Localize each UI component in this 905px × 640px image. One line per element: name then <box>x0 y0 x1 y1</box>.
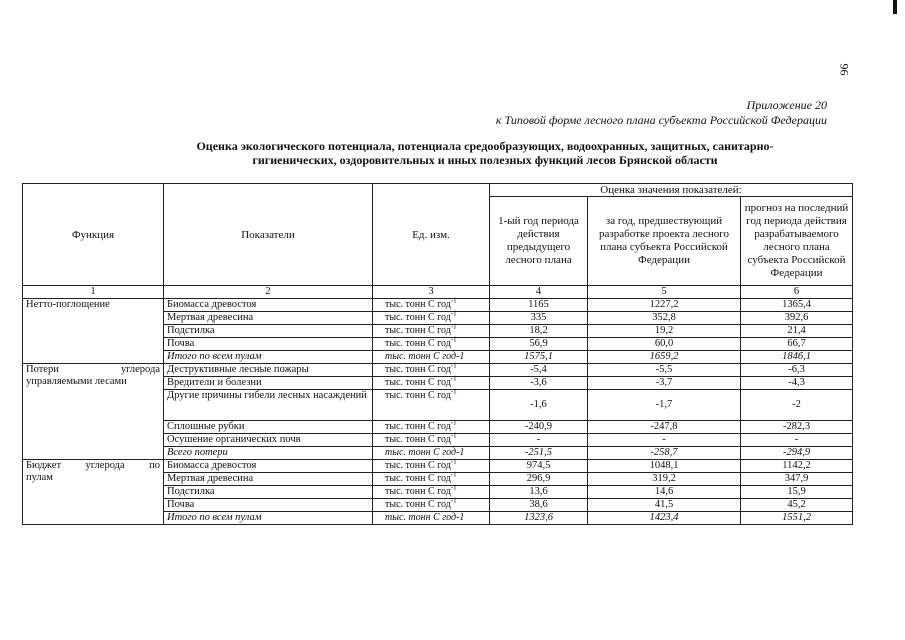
unit-cell: тыс. тонн С год$^{-1}$ <box>373 473 490 486</box>
indicator-cell: Биомасса древостоя <box>164 299 373 312</box>
table-row <box>23 460 853 473</box>
title-line-2: гигиенических, оздоровительных и иных полезных функций лесов Брянской области <box>252 153 718 167</box>
value-cell: -5,5 <box>588 364 741 377</box>
unit-cell: тыс. тонн С год$^{-1}$ <box>373 390 490 421</box>
value-cell: 1142,2 <box>741 460 853 473</box>
value-cell: 319,2 <box>588 473 741 486</box>
value-cell: 66,7 <box>741 338 853 351</box>
column-number: 3 <box>373 286 490 299</box>
unit-cell: тыс. тонн С год$^{-1}$ <box>373 364 490 377</box>
appendix-note <box>496 98 827 128</box>
value-cell: 45,2 <box>741 499 853 512</box>
value-cell: 1365,4 <box>741 299 853 312</box>
header-function: Функция <box>23 184 164 286</box>
indicator-cell: Мертвая древесина <box>164 473 373 486</box>
column-numbers-row <box>23 286 853 299</box>
column-number: 4 <box>490 286 588 299</box>
appendix-line-2: к Типовой форме лесного плана субъекта Российской Федерации <box>495 113 827 127</box>
function-cell: Нетто-поглощение <box>23 299 164 364</box>
unit-cell: тыс. тонн С год-1 <box>373 447 490 460</box>
value-cell: 1227,2 <box>588 299 741 312</box>
value-cell: 1423,4 <box>588 512 741 525</box>
value-cell: -3,6 <box>490 377 588 390</box>
indicator-cell: Почва <box>164 338 373 351</box>
function-cell: Бюджет углерода по пулам <box>23 460 164 525</box>
indicator-cell: Деструктивные лесные пожары <box>164 364 373 377</box>
value-cell: - <box>490 434 588 447</box>
unit-cell: тыс. тонн С год$^{-1}$ <box>373 338 490 351</box>
indicator-cell: Мертвая древесина <box>164 312 373 325</box>
page-number: 96 <box>837 63 852 76</box>
value-cell: -6,3 <box>741 364 853 377</box>
value-cell: 1575,1 <box>490 351 588 364</box>
unit-cell: тыс. тонн С год$^{-1}$ <box>373 499 490 512</box>
value-cell: 392,6 <box>741 312 853 325</box>
value-cell: -1,6 <box>490 390 588 421</box>
value-cell: 1323,6 <box>490 512 588 525</box>
value-cell: -3,7 <box>588 377 741 390</box>
value-cell: - <box>588 434 741 447</box>
value-cell: 18,2 <box>490 325 588 338</box>
unit-cell: тыс. тонн С год$^{-1}$ <box>373 377 490 390</box>
value-cell: 41,5 <box>588 499 741 512</box>
unit-cell: тыс. тонн С год$^{-1}$ <box>373 460 490 473</box>
indicator-cell: Осушение органических почв <box>164 434 373 447</box>
value-cell: 1659,2 <box>588 351 741 364</box>
value-cell: 21,4 <box>741 325 853 338</box>
value-cell: 352,8 <box>588 312 741 325</box>
appendix-line-1: Приложение 20 <box>746 98 827 112</box>
table-row <box>23 364 853 377</box>
header-unit: Ед. изм. <box>373 184 490 286</box>
value-cell: -247,8 <box>588 421 741 434</box>
function-cell: Потери углерода управляемыми лесами <box>23 364 164 460</box>
value-cell: 38,6 <box>490 499 588 512</box>
value-cell: 296,9 <box>490 473 588 486</box>
value-cell: -5,4 <box>490 364 588 377</box>
value-cell: 15,9 <box>741 486 853 499</box>
title-line-1: Оценка экологического потенциала, потенциала средообразующих, водоохранных, защитных, санитарно- <box>196 139 774 153</box>
unit-cell: тыс. тонн С год$^{-1}$ <box>373 486 490 499</box>
unit-cell: тыс. тонн С год$^{-1}$ <box>373 299 490 312</box>
value-cell: 14,6 <box>588 486 741 499</box>
indicator-cell: Подстилка <box>164 486 373 499</box>
column-number: 1 <box>23 286 164 299</box>
unit-cell: тыс. тонн С год$^{-1}$ <box>373 312 490 325</box>
value-cell: - <box>741 434 853 447</box>
value-cell: -1,7 <box>588 390 741 421</box>
header-indicators: Показатели <box>164 184 373 286</box>
value-cell: 60,0 <box>588 338 741 351</box>
value-cell: 13,6 <box>490 486 588 499</box>
value-cell: 1165 <box>490 299 588 312</box>
value-cell: -282,3 <box>741 421 853 434</box>
indicator-cell: Всего потери <box>164 447 373 460</box>
column-number: 6 <box>741 286 853 299</box>
header-assessment: Оценка значения показателей: <box>490 184 853 197</box>
unit-cell: тыс. тонн С год$^{-1}$ <box>373 434 490 447</box>
value-cell: 1551,2 <box>741 512 853 525</box>
indicator-cell: Итого по всем пулам <box>164 512 373 525</box>
unit-cell: тыс. тонн С год$^{-1}$ <box>373 325 490 338</box>
unit-cell: тыс. тонн С год$^{-1}$ <box>373 421 490 434</box>
column-number: 5 <box>588 286 741 299</box>
table-row <box>23 299 853 312</box>
indicator-cell: Почва <box>164 499 373 512</box>
value-cell: -251,5 <box>490 447 588 460</box>
indicator-cell: Сплошные рубки <box>164 421 373 434</box>
indicator-cell: Биомасса древостоя <box>164 460 373 473</box>
indicator-cell: Другие причины гибели лесных насаждений <box>164 390 373 421</box>
indicator-cell: Вредители и болезни <box>164 377 373 390</box>
value-cell: 335 <box>490 312 588 325</box>
value-cell: 19,2 <box>588 325 741 338</box>
value-cell: 974,5 <box>490 460 588 473</box>
value-cell: -2 <box>741 390 853 421</box>
indicator-cell: Подстилка <box>164 325 373 338</box>
value-cell: 1048,1 <box>588 460 741 473</box>
unit-cell: тыс. тонн С год-1 <box>373 512 490 525</box>
header-forecast: прогноз на последний год периода действия разрабатываемого лесного плана субъекта Российской Федерации <box>741 197 853 286</box>
unit-cell: тыс. тонн С год-1 <box>373 351 490 364</box>
assessment-table <box>22 183 853 525</box>
document-title <box>150 139 820 167</box>
value-cell: -240,9 <box>490 421 588 434</box>
column-number: 2 <box>164 286 373 299</box>
header-first-year: 1-ый год периода действия предыдущего лесного плана <box>490 197 588 286</box>
value-cell: -258,7 <box>588 447 741 460</box>
value-cell: 347,9 <box>741 473 853 486</box>
header-previous-year: за год, предшествующий разработке проекта лесного плана субъекта Российской Федерации <box>588 197 741 286</box>
value-cell: -294,9 <box>741 447 853 460</box>
value-cell: -4,3 <box>741 377 853 390</box>
indicator-cell: Итого по всем пулам <box>164 351 373 364</box>
scan-edge-mark <box>893 0 897 14</box>
value-cell: 1846,1 <box>741 351 853 364</box>
value-cell: 56,9 <box>490 338 588 351</box>
